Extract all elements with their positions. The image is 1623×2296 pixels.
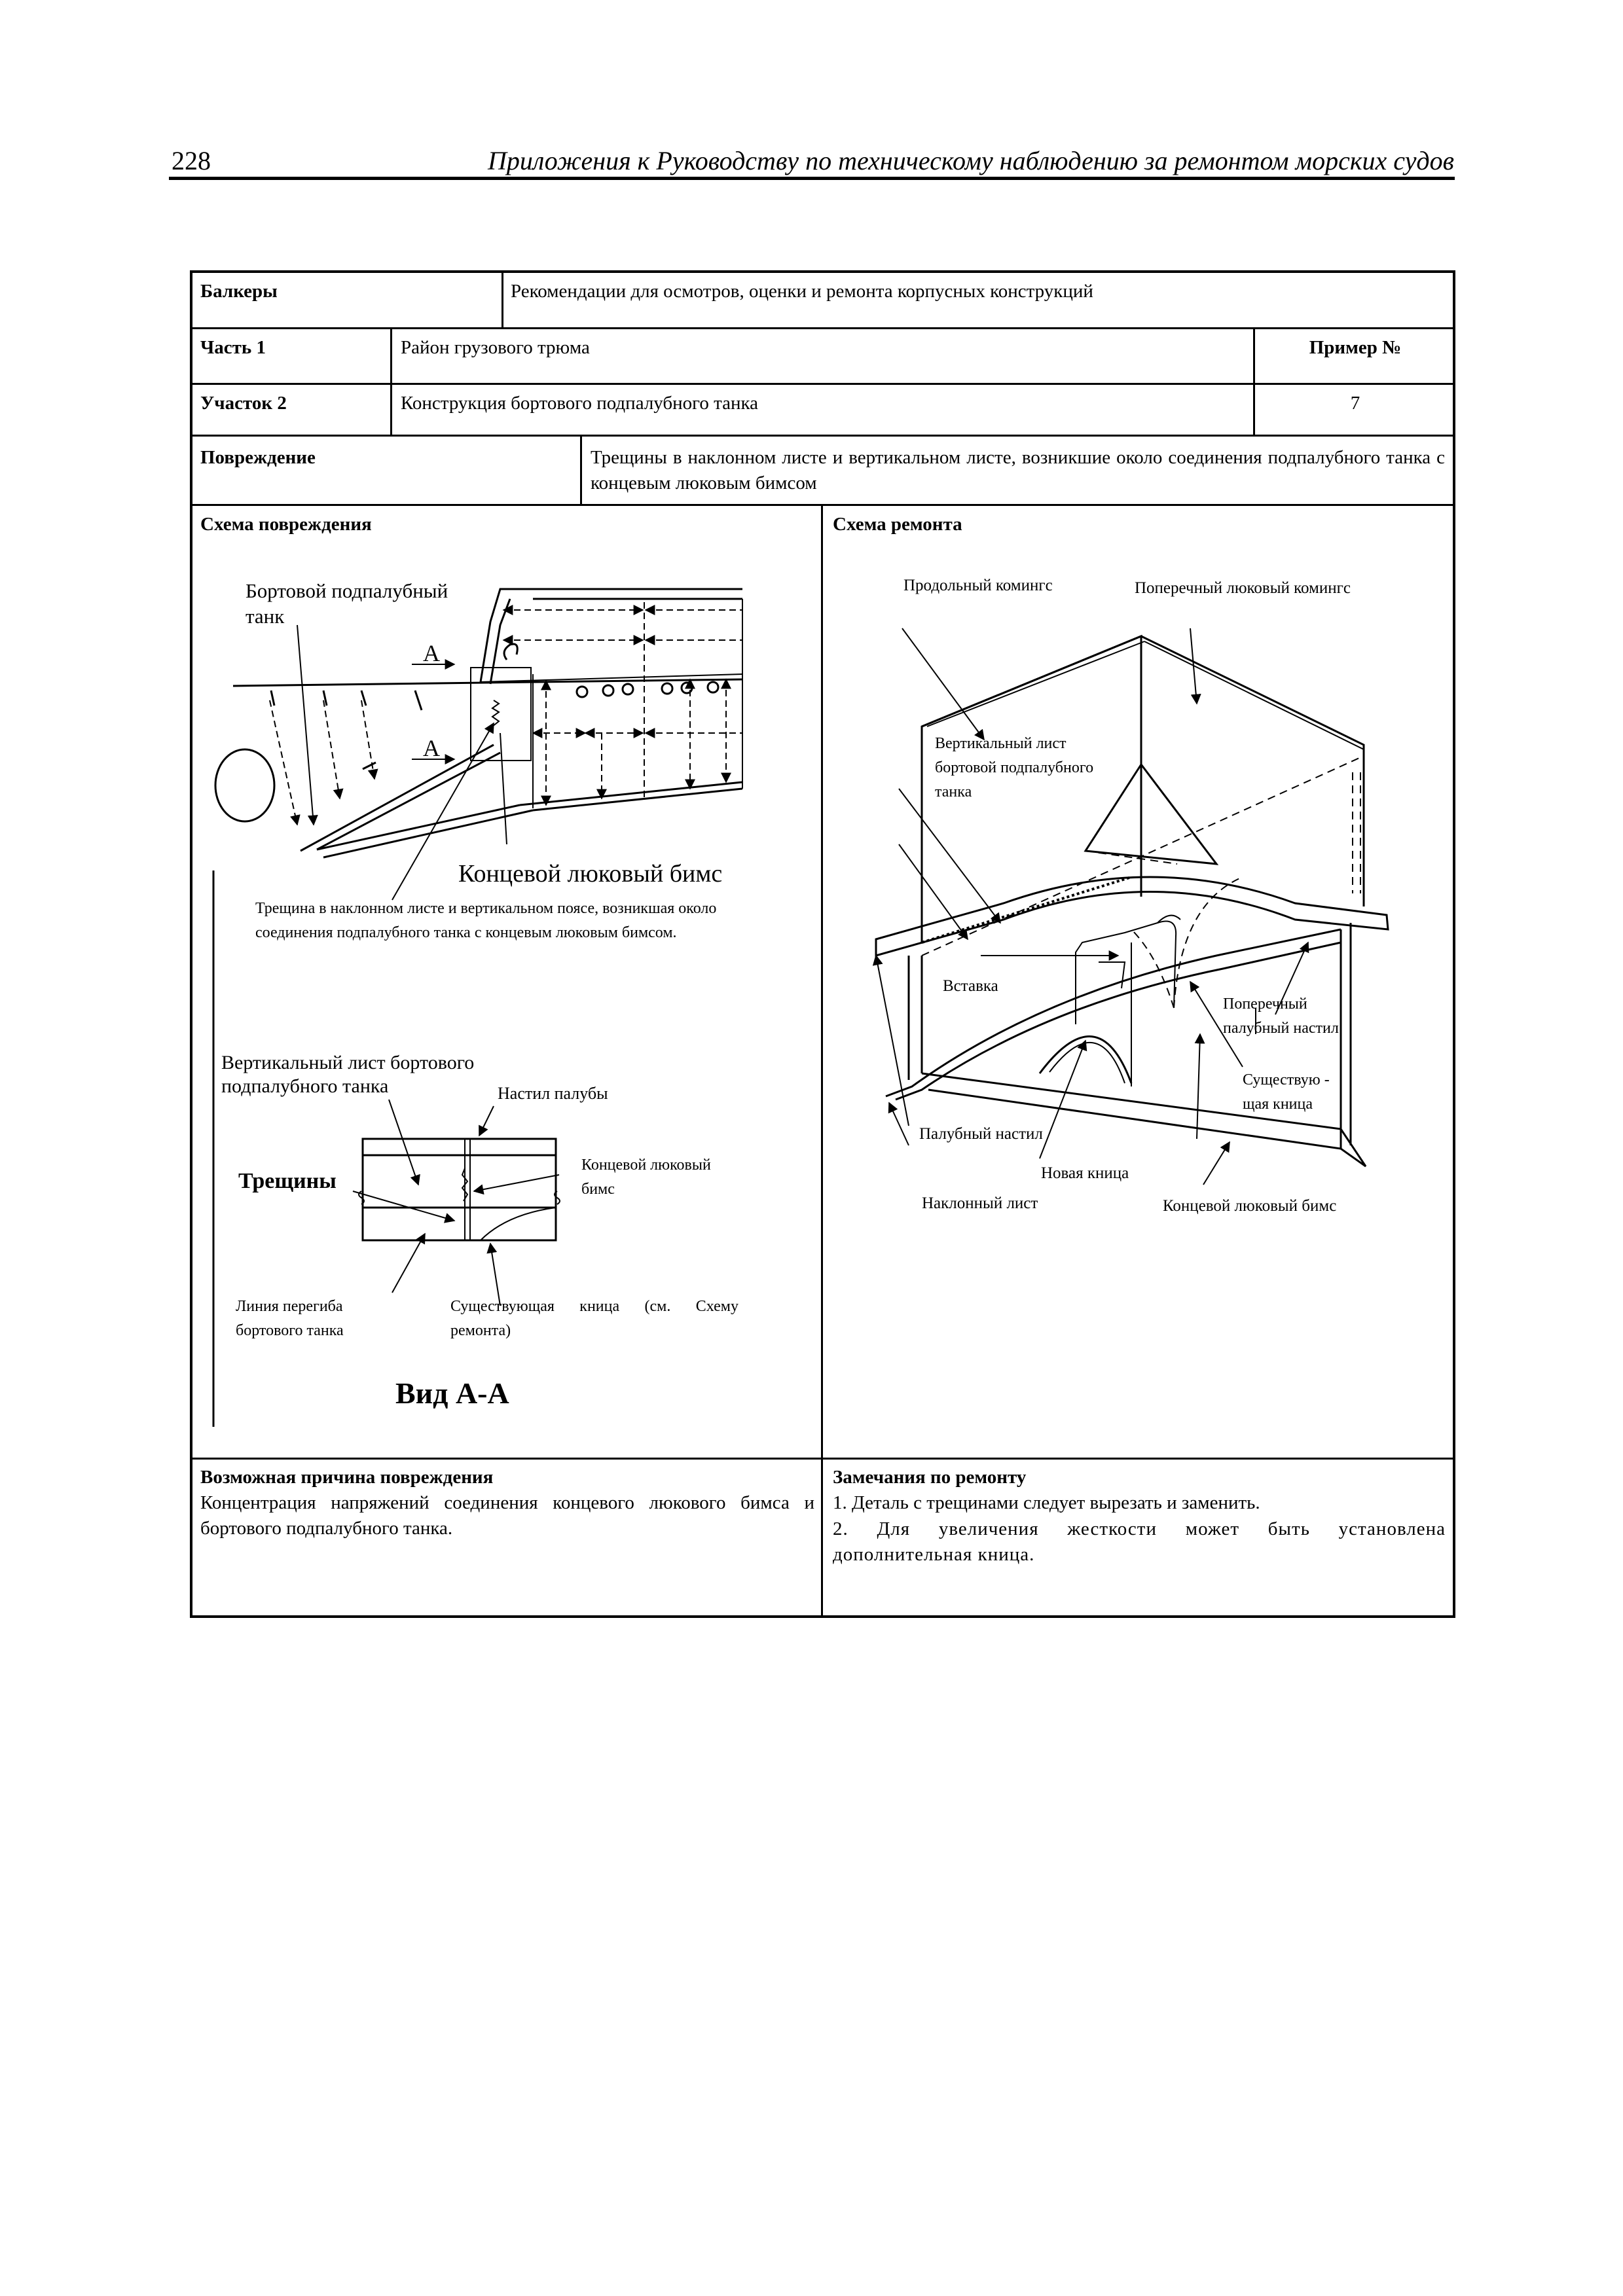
label-cracks: Трещины (238, 1169, 337, 1193)
label-tank: Бортовой подпалубный танк (246, 579, 448, 628)
label-vertical-plate: Вертикальный лист бортового подпалубного танка (221, 1052, 475, 1097)
ship-type: Балкеры (200, 281, 278, 302)
example-label: Пример № (1309, 337, 1402, 358)
label-existing-bracket: Существующая кница (см. Схему ремонта) (450, 1298, 739, 1340)
header-rule (169, 177, 1455, 180)
area-label: Участок 2 (200, 393, 287, 414)
page-number: 228 (172, 146, 211, 175)
section-mark-a-bottom: A (423, 735, 440, 761)
label-repair-vertical-plate: Вертикальный лист бортовой подпалубного танка (935, 735, 1094, 801)
damage-label: Повреждение (200, 447, 316, 468)
remark-1: 1. Деталь с трещинами следует вырезать и заменить. (833, 1492, 1260, 1513)
label-repair-end-beam: Концевой люковый бимс (1163, 1197, 1337, 1215)
view-title: Вид А-А (395, 1376, 509, 1410)
cause-description: Концентрация напряжений соединения концевого люкового бимса и бортового подпалубного танка. (200, 1492, 814, 1539)
damage-scheme-label: Схема повреждения (200, 514, 372, 535)
label-new-bracket: Новая кница (1041, 1164, 1129, 1182)
area-value: Конструкция бортового подпалубного танка (401, 393, 759, 414)
cause-label: Возможная причина повреждения (200, 1467, 494, 1488)
remark-2: 2. Для увеличения жесткости может быть установлена дополнительная кница. (833, 1518, 1446, 1566)
example-number: 7 (1350, 393, 1360, 414)
label-trans-coaming: Поперечный люковый комингс (1135, 579, 1351, 597)
label-end-beam-small: Концевой люковый бимс (581, 1157, 711, 1198)
label-insert: Вставка (943, 977, 998, 995)
label-knuckle-line: Линия перегиба бортового танка (236, 1298, 344, 1340)
label-end-beam: Концевой люковый бимс (458, 860, 723, 888)
label-trans-deck: Поперечный палубный настил (1223, 996, 1339, 1037)
running-title: Приложения к Руководству по техническому наблюдению за ремонтом морских судов (487, 146, 1454, 175)
recommendations-title: Рекомендации для осмотров, оценки и ремонта корпусных конструкций (511, 281, 1093, 302)
label-crack: Трещина в наклонном листе и вертикальном поясе, возникшая около соединения подпалубного танка с концевым люковым бимсом. (255, 900, 717, 942)
label-long-coaming: Продольный комингс (903, 577, 1053, 594)
repair-scheme-label: Схема ремонта (833, 514, 962, 535)
damage-description: Трещины в наклонном листе и вертикальном листе, возникшие около соединения подпалубного танка с концевым люковым бимсом (591, 447, 1445, 494)
part-value: Район грузового трюма (401, 337, 590, 358)
section-mark-a-top: A (423, 640, 440, 666)
label-repair-deck-plating: Палубный настил (919, 1125, 1043, 1143)
label-deck-plating: Настил палубы (498, 1084, 608, 1103)
label-repair-existing-bracket: Существую - щая кница (1243, 1071, 1330, 1113)
label-sloping-plate: Наклонный лист (922, 1194, 1038, 1212)
part-label: Часть 1 (200, 337, 266, 358)
remarks-label: Замечания по ремонту (833, 1467, 1027, 1488)
